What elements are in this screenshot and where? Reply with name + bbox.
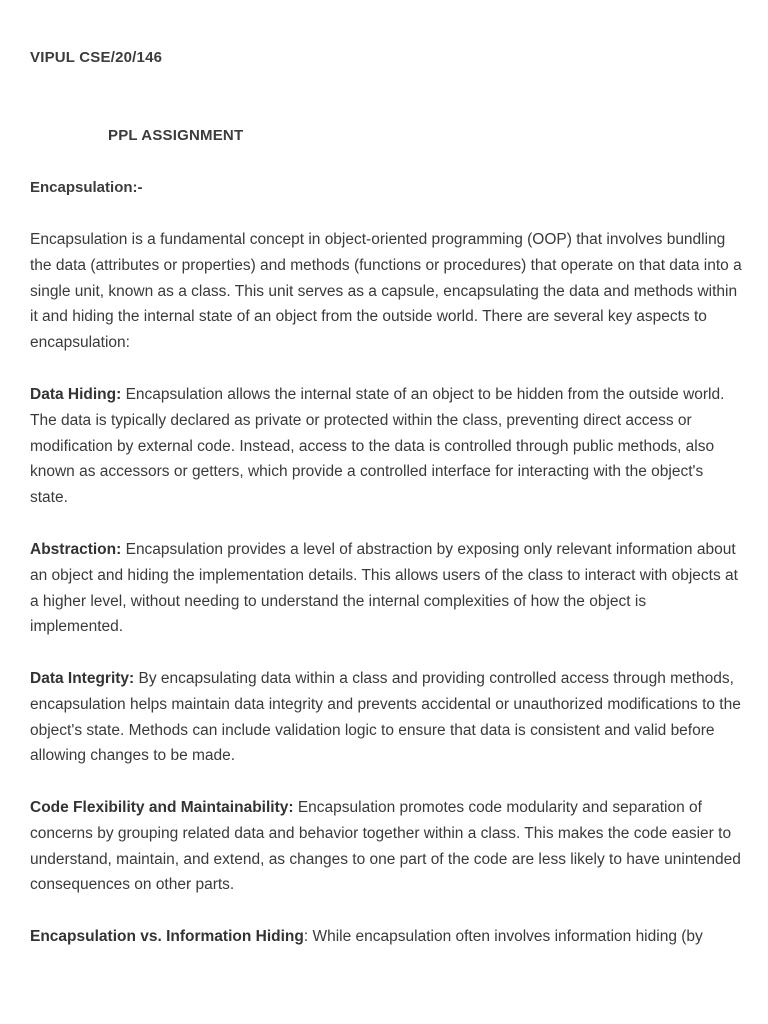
- vs-information-hiding-paragraph: [30, 924, 742, 950]
- data-integrity-text: By encapsulating data within a class and providing controlled access through methods, encapsulation helps maintain data integrity and prevents accidental or unauthorized modifications to the object's state. Methods can include validation logic to ensure that data is consistent and valid before allowing changes to be made.: [30, 670, 741, 765]
- data-integrity-term: Data Integrity:: [30, 670, 135, 687]
- author-line: VIPUL CSE/20/146: [30, 49, 163, 66]
- flexibility-paragraph: [30, 795, 742, 898]
- abstraction-paragraph: [30, 537, 742, 640]
- section-heading: Encapsulation:-: [30, 179, 143, 196]
- vs-information-hiding-term: Encapsulation vs. Information Hiding: [30, 928, 304, 945]
- abstraction-text: Encapsulation provides a level of abstraction by exposing only relevant information about an object and hiding the implementation details. This allows users of the class to interact with objects at a higher level, without needing to understand the internal complexities of how the object is implemented.: [30, 541, 738, 636]
- data-hiding-text: Encapsulation allows the internal state of an object to be hidden from the outside world. The data is typically declared as private or protected within the class, preventing direct access or modification by external code. Instead, access to the data is controlled through public methods, also known as accessors or getters, which provide a controlled interface for interacting with the object's state.: [30, 386, 725, 507]
- abstraction-term: Abstraction:: [30, 541, 122, 558]
- assignment-title: PPL ASSIGNMENT: [108, 127, 244, 144]
- data-hiding-term: Data Hiding:: [30, 386, 122, 403]
- flexibility-term: Code Flexibility and Maintainability:: [30, 799, 294, 816]
- intro-paragraph: Encapsulation is a fundamental concept in object-oriented programming (OOP) that involves bundling the data (attributes or properties) and methods (functions or procedures) that operate on that data into a single unit, known as a class. This unit serves as a capsule, encapsulating the data and methods within it and hiding the internal state of an object from the outside world. There are several key aspects to encapsulation:: [30, 231, 742, 352]
- data-hiding-paragraph: [30, 382, 742, 511]
- data-integrity-paragraph: [30, 666, 742, 769]
- vs-information-hiding-text: : While encapsulation often involves information hiding (by: [303, 928, 703, 945]
- flexibility-text: Encapsulation promotes code modularity and separation of concerns by grouping related data and behavior together within a class. This makes the code easier to understand, maintain, and extend, as changes to one part of the code are less likely to have unintended consequences on other parts.: [30, 799, 741, 894]
